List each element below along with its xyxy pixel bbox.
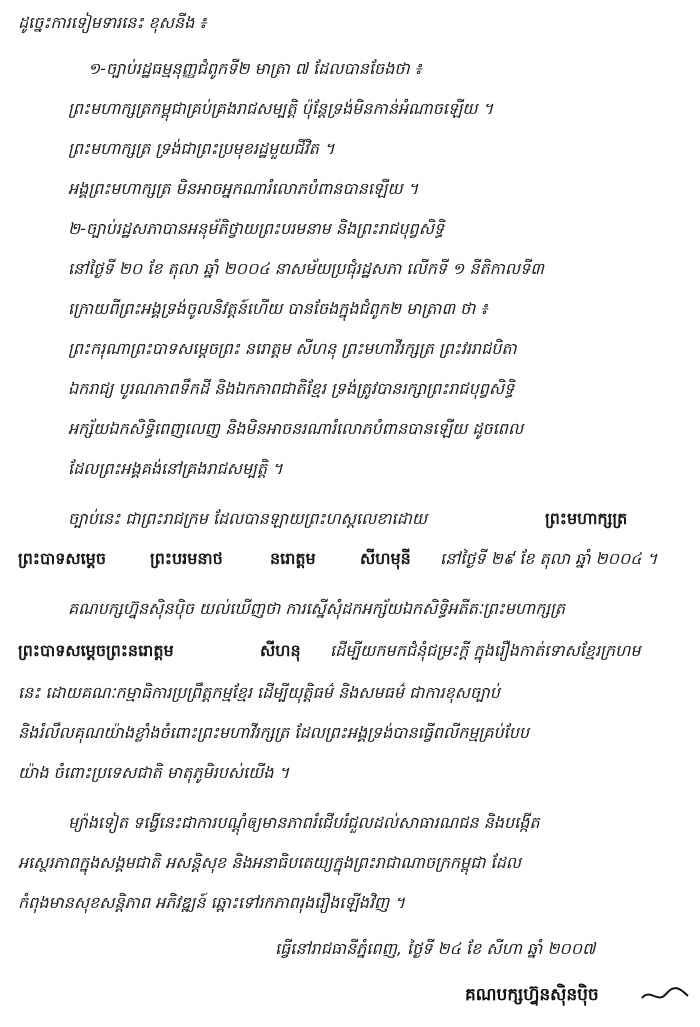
doc-line-2: ព្រះមហាក្សត្រកម្ពុជាគ្រប់គ្រងរាជសម្បត្តិ ប៉ុន្តែទ្រង់មិនកាន់អំណាចឡើយ ។ <box>68 99 494 118</box>
doc-line-13-title-c: នរោត្តម <box>270 549 316 568</box>
doc-line-4: អង្គព្រះមហាក្សត្រ មិនអាចអ្នកណារំលោភបំពានបានឡើយ ។ <box>68 179 419 198</box>
doc-line-13-title-b: ព្រះបរមនាថ <box>150 549 223 568</box>
doc-line-19: ម្យ៉ាងទៀត ទង្វើនេះជាការបណ្តុំឲ្យមានភាពរំជើបរំជួលដល់សាធារណជន និងបង្កើត <box>68 813 540 832</box>
doc-line-11: ដែលព្រះអង្គគង់នៅគ្រងរាជសម្បត្តិ ។ <box>68 459 283 478</box>
signature-party-name: គណបក្សហ្វ៊ុនស៊ិនប៉ិច <box>465 985 599 1005</box>
doc-line-1: ១-ច្បាប់រដ្ឋធម្មនុញ្ញជំពូកទី២ មាត្រា ៧ ដែលបានចែងថា ៖ <box>88 59 422 78</box>
doc-line-9: ឯករាជ្យ បូរណភាពទឹកដី និងឯកភាពជាតិខ្មែរ ទ្រង់ត្រូវបានរក្សាព្រះរាជបុព្វសិទ្ធិ <box>68 379 515 398</box>
doc-line-21: កំពុងមានសុខសន្តិភាព អភិវឌ្ឍន៍ ឆ្ពោះទៅរកភាពរុងរឿងឡើងវិញ ។ <box>18 893 405 912</box>
doc-line-15-bold2: សីហនុ <box>260 641 301 660</box>
doc-line-date-place: ធ្វើនៅរាជធានីភ្នំពេញ, ថ្ងៃទី ២៤ ខែ សីហា ឆ្នាំ ២០០៧ <box>275 939 596 958</box>
doc-line-5: ២-ច្បាប់រដ្ឋសភាបានអនុម័តិថ្វាយព្រះបរមនាម និងព្រះរាជបុព្វសិទ្ធិ <box>68 219 445 238</box>
doc-line-10: អក្ស័យឯកសិទ្ធិពេញលេញ និងមិនអាចនរណារំលោភបំពានបានឡើយ ដូចពេល <box>68 419 524 438</box>
doc-line-13-date: នៅថ្ងៃទី ២៩ ខែ តុលា ឆ្នាំ ២០០៤ ។ <box>440 549 658 568</box>
doc-line-16: នេះ ដោយគណៈកម្មាធិការប្រព្រឹត្តកម្មខ្មែរ ដើម្បីយុត្តិធម៌ និងសមធម៌ ជាការខុសច្បាប់ <box>18 683 500 702</box>
doc-line-18: យ៉ាង ចំពោះប្រទេសជាតិ មាតុភូមិរបស់យើង ។ <box>18 763 290 782</box>
doc-line-13-title-d: សីហមុនី <box>360 549 411 568</box>
doc-line-20: អស្ថេរភាពក្នុងសង្គមជាតិ អសន្តិសុខ និងអនាធិបតេយ្យក្នុងព្រះរាជាណាចក្រកម្ពុជា ដែល <box>18 853 521 872</box>
doc-line-12: ច្បាប់នេះ ជាព្រះរាជក្រម ដែលបានឡាយព្រះហស្តលេខាដោយ <box>68 509 428 528</box>
doc-line-8: ព្រះករុណាព្រះបាទសម្តេចព្រះ នរោត្តម សីហនុ ព្រះមហាវីរក្សត្រ ព្រះវររាជបិតា <box>68 339 517 358</box>
doc-line-6: នៅថ្ងៃទី ២០ ខែ តុលា ឆ្នាំ ២០០៤ នាសម័យប្រជុំរដ្ឋសភា លើកទី ១ នីតិកាលទី៣ <box>68 259 544 278</box>
doc-line-17: និងរំលឹលគុណយ៉ាងខ្លាំងចំពោះព្រះមហាវីរក្សត្រ ដែលព្រះអង្គទ្រង់បានធ្វើពលីកម្មគ្រប់បែប <box>18 723 530 742</box>
doc-line-12-bold: ព្រះមហាក្សត្រ <box>545 509 628 528</box>
signature-flourish-icon <box>640 986 690 1006</box>
doc-line-15: ដើម្បីយកមកជំនុំជម្រះក្តី ក្នុងរឿងកាត់ទោសខ្មែរក្រហម <box>330 641 641 660</box>
doc-line-7: ក្រោយពីព្រះអង្គទ្រង់ចូលនិវត្តន៍ហើយ បានចែងក្នុងជំពូក២ មាត្រា៣ ថា ៖ <box>68 299 488 318</box>
doc-line-14: គណបក្សហ្វ៊ុនស៊ិនប៉ិច យល់ឃើញថា ការស្នើសុំដកអក្ស័យឯកសិទ្ធិអតីតៈព្រះមហាក្សត្រ <box>68 599 566 618</box>
doc-line-intro: ដូច្នេះការទៀមទារនេះ ខុសនីង ៖ <box>18 13 207 32</box>
doc-line-3: ព្រះមហាក្សត្រ ទ្រង់ជាព្រះប្រមុខរដ្ឋមួយជីវិត ។ <box>68 139 335 158</box>
doc-line-13-title-a: ព្រះបាទសម្តេច <box>18 549 106 568</box>
doc-line-15-bold: ព្រះបាទសម្តេចព្រះនរោត្តម <box>18 641 174 660</box>
